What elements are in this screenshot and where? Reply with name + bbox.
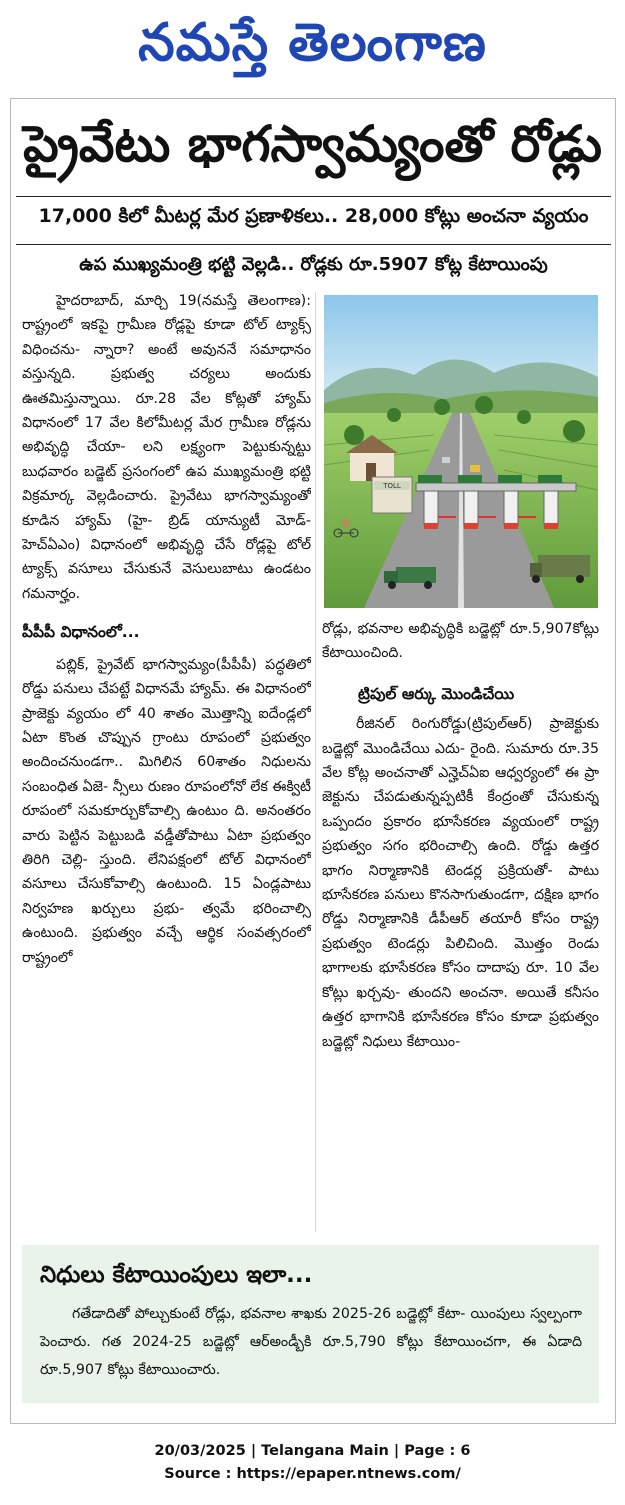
article-column-left [22, 289, 311, 1245]
article-headline: ప్రైవేటు భాగస్వామ్యంతో రోడ్లు [23, 115, 602, 173]
info-box-text: గతేడాదితో పోల్చుకుంటే రోడ్లు, భవనాల శాఖకు 2025-26 బడ్జెట్లో కేటా- యింపులు స్వల్పంగా పెంచారు. గత 2024-25 బడ్జెట్లో ఆర్అండ్బీకి రూ.5,790 కోట్లు కేటాయించగా, ఈ ఏడాది రూ.5,907 కోట్లు కేటాయించారు. [40, 1306, 582, 1378]
article-paragraph: రోడ్లు, భవనాల అభివృద్ధికి బడ్జెట్లో రూ.5,907కోట్లు కేటాయించింది. [322, 621, 599, 662]
subheadline-1: 17,000 కిలో మీటర్ల మేర ప్రణాళికలు.. 28,000 కోట్లు అంచనా వ్యయం [38, 205, 589, 227]
masthead [0, 0, 625, 95]
article-paragraph: రీజినల్ రింగురోడ్డు(ట్రిపుల్ఆర్) ప్రాజెక్టుకు బడ్జెట్లో మొండిచేయి ఎదు- రైంది. సుమారు రూ.35 వేల కోట్ల అంచనాతో ఎన్హెచ్ఏఐ ఆధ్వర్యంలో ఈ ప్రా జెక్టును చేపడుతున్నప్పటికీ కేంద్రంతో చేసుకున్న ఒప్పందం ప్రకారం భూసేకరణ వ్యయంలో రాష్ట్ర ప్రభుత్వం సగం భరించాల్సి ఉంది. రోడ్డు ఉత్తర భాగం నిర్మాణానికి టెండర్ల ప్రక్రియతో- పాటు భూసేకరణ పనులు కొనసాగుతుండగా, దక్షిణ భాగం రోడ్డు నిర్మాణానికి డీపీఆర్ తయారీ కోసం రాష్ట్ర ప్రభుత్వం టెండర్లు పిలిచింది. మొత్తం రెండు భాగాలకు భూసేకరణ కోసం దాదాపు రూ. 10 వేల కోట్లు ఖర్చవు- తుందని అంచనా. అయితే కనీసం ఉత్తర భాగానికి భూసేకరణ కోసం కూడా ప్రభుత్వం బడ్జెట్లో నిధులు కేటాయిం- [322, 716, 599, 1050]
booth-label: TOLL [383, 482, 401, 490]
divider [16, 244, 611, 245]
toll-plaza-road-illustration [324, 295, 598, 608]
section-heading: పీపీపీ విధానంలో... [22, 623, 140, 642]
article-column-right [322, 617, 599, 1232]
newspaper-logo: నమస్తే తెలంగాణ [138, 12, 487, 73]
article-paragraph: హైదరాబాద్, మార్చి 19(నమస్తే తెలంగాణ): రాష్ట్రంలో ఇకపై గ్రామీణ రోడ్లపై కూడా టోల్ ట్యాక్స్ విధించను- న్నారా? అంటే అవుననే సమాధానం వస్తున్నది. ప్రభుత్వ చర్యలు అందుకు ఊతమిస్తున్నాయి. రూ.28 వేల కోట్లతో హ్యామ్ విధానంలో 17 వేల కిలోమీటర్ల మేర గ్రామీణ రోడ్లను అభివృద్ధి చేయా- లని లక్ష్యంగా పెట్టుకున్నట్టు బుధవారం బడ్జెట్ ప్రసంగంలో ఉప ముఖ్యమంత్రి భట్టి విక్రమార్క వెల్లడించారు. ప్రైవేటు భాగస్వామ్యంతో కూడిన హ్యామ్ (హై- బ్రిడ్ యాన్యుటీ మోడ్- హెచ్ఏఎం) విధానంలో అభివృద్ధి చేసే రోడ్లపై టోల్ ట్యాక్స్ వసూలు చేసుకునే వెసులుబాటు ఉండటం గమనార్హం. [22, 293, 311, 602]
column-divider [315, 292, 316, 1232]
divider [16, 196, 611, 197]
section-heading: ట్రిపుల్ ఆర్కు మొండిచేయి [358, 684, 515, 703]
info-box-title: నిధులు కేటాయింపులు ఇలా... [40, 1262, 313, 1288]
footer-date-edition: 20/03/2025 | Telangana Main | Page : 6 [154, 1443, 471, 1459]
article-paragraph: పబ్లిక్, ప్రైవేట్ భాగస్వామ్యం(పీపీపీ) పద్ధతిలో రోడ్డు పనులు చేపట్టే విధానమే హ్యామ్. ఈ విధానంలో ప్రాజెక్టు వ్యయం లో 40 శాతం మొత్తాన్ని ఐదేండ్లలో ఏటా కొంత చొప్పున గ్రాంటు రూపంలో ప్రభుత్వం అందించనుండగా.. మిగిలిన 60శాతం నిధులను సంబంధిత ఏజె- న్సీలు రుణం రూపంలోనో లేక ఈక్విటీ రూపంలో సమకూర్చుకోవాల్సి ఉంటుం ది. అనంతరం వారు పెట్టిన పెట్టుబడి వడ్డీతోపాటు ఏటా ప్రభుత్వం తిరిగి చెల్లి- స్తుంది. లేనిపక్షంలో టోల్ విధానంలో వసూలు చేసుకోవాల్సి ఉంటుంది. 15 ఏండ్లపాటు నిర్వహణ ఖర్చులు ప్రభు- త్వమే భరించాల్సి ఉంటుంది. ప్రభుత్వం వచ్చే ఆర్థిక సంవత్సరంలో రాష్ట్రంలో [22, 656, 311, 966]
subheadline-2: ఉప ముఖ్యమంత్రి భట్టి వెల్లడి.. రోడ్లకు రూ.5907 కోట్ల కేటాయింపు [79, 254, 548, 275]
footer-source: Source : https://epaper.ntnews.com/ [164, 1466, 461, 1482]
